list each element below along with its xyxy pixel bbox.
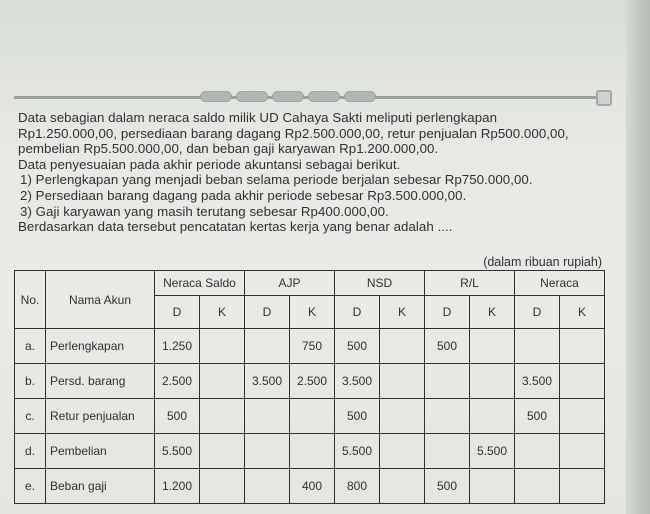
cell-value: [245, 469, 290, 504]
header-neraca: Neraca: [515, 271, 605, 296]
header-trial-balance: Neraca Saldo: [155, 271, 245, 296]
cell-value: [470, 329, 515, 364]
header-debit: D: [425, 296, 470, 329]
cell-value: 3.500: [515, 364, 560, 399]
header-credit: K: [470, 296, 515, 329]
header-row-groups: [15, 271, 605, 296]
cell-value: 2.500: [155, 364, 200, 399]
cell-value: [245, 399, 290, 434]
header-debit: D: [335, 296, 380, 329]
header-credit: K: [200, 296, 245, 329]
cell-value: [560, 469, 605, 504]
cell-value: [425, 434, 470, 469]
cell-value: 5.500: [335, 434, 380, 469]
cell-value: [425, 364, 470, 399]
ornament-segment: [236, 91, 268, 102]
cell-value: 5.500: [155, 434, 200, 469]
cell-value: 1.250: [155, 329, 200, 364]
cell-value: [560, 329, 605, 364]
cell-value: [560, 364, 605, 399]
ornament-segment: [200, 91, 232, 102]
account-name: Persd. barang: [46, 364, 155, 399]
unit-note: (dalam ribuan rupiah): [483, 255, 602, 269]
ornament-segment: [344, 91, 376, 102]
cell-value: [290, 434, 335, 469]
header-no: No.: [15, 271, 46, 329]
cell-value: 500: [335, 399, 380, 434]
cell-value: 500: [425, 329, 470, 364]
cell-value: 400: [290, 469, 335, 504]
row-no: a.: [15, 329, 46, 364]
cell-value: 750: [290, 329, 335, 364]
cell-value: 1.200: [155, 469, 200, 504]
paragraph-line: Data sebagian dalam neraca saldo milik UD Cahaya Sakti meliputi perlengkapan: [18, 110, 498, 125]
table-row: [15, 399, 605, 434]
cell-value: 500: [155, 399, 200, 434]
cell-value: 3.500: [245, 364, 290, 399]
cell-value: [515, 469, 560, 504]
cell-value: 2.500: [290, 364, 335, 399]
cell-value: 500: [425, 469, 470, 504]
cell-value: [200, 364, 245, 399]
row-no: d.: [15, 434, 46, 469]
table-row: [15, 469, 605, 504]
account-name: Beban gaji: [46, 469, 155, 504]
adjustment-item-1: 1) Perlengkapan yang menjadi beban selama periode berjalan sebesar Rp750.000,00.: [20, 172, 533, 188]
ornament-segment: [272, 91, 304, 102]
cell-value: [380, 434, 425, 469]
cell-value: [200, 329, 245, 364]
cell-value: [200, 399, 245, 434]
header-ornament: [200, 89, 376, 103]
question-text: [18, 110, 608, 235]
cell-value: 3.500: [335, 364, 380, 399]
cell-value: [515, 329, 560, 364]
paragraph-line: Data penyesuaian pada akhir periode akuntansi sebagai berikut.: [18, 156, 401, 172]
table-row: [15, 434, 605, 469]
cell-value: 5.500: [470, 434, 515, 469]
paragraph-line: pembelian Rp5.500.000,00, dan beban gaji karyawan Rp1.200.000,00.: [18, 141, 439, 157]
adjustment-item-3: 3) Gaji karyawan yang masih terutang sebesar Rp400.000,00.: [20, 203, 389, 219]
worksheet-table: [14, 270, 605, 504]
account-name: Pembelian: [46, 434, 155, 469]
cell-value: [200, 434, 245, 469]
header-account-name: Nama Akun: [46, 271, 155, 329]
cell-value: [425, 399, 470, 434]
row-no: c.: [15, 399, 46, 434]
cell-value: [245, 434, 290, 469]
cell-value: 800: [335, 469, 380, 504]
header-credit: K: [560, 296, 605, 329]
table-row: [15, 329, 605, 364]
row-no: b.: [15, 364, 46, 399]
ornament-segment: [308, 91, 340, 102]
cell-value: [470, 399, 515, 434]
page-edge-shadow: [626, 0, 650, 514]
row-no: e.: [15, 469, 46, 504]
cell-value: [380, 399, 425, 434]
header-debit: D: [245, 296, 290, 329]
cell-value: [245, 329, 290, 364]
corner-ornament: [596, 90, 612, 106]
account-name: Perlengkapan: [46, 329, 155, 364]
cell-value: [470, 364, 515, 399]
cell-value: [380, 469, 425, 504]
cell-value: [380, 329, 425, 364]
header-credit: K: [290, 296, 335, 329]
header-credit: K: [380, 296, 425, 329]
adjustment-item-2: 2) Persediaan barang dagang pada akhir periode sebesar Rp3.500.000,00.: [20, 187, 467, 203]
cell-value: [560, 434, 605, 469]
cell-value: [290, 399, 335, 434]
header-nsd: NSD: [335, 271, 425, 296]
header-ajp: AJP: [245, 271, 335, 296]
header-debit: D: [515, 296, 560, 329]
table-row: [15, 364, 605, 399]
cell-value: [200, 469, 245, 504]
cell-value: [380, 364, 425, 399]
cell-value: [560, 399, 605, 434]
header-rl: R/L: [425, 271, 515, 296]
cell-value: [470, 469, 515, 504]
header-debit: D: [155, 296, 200, 329]
account-name: Retur penjualan: [46, 399, 155, 434]
cell-value: 500: [335, 329, 380, 364]
cell-value: [515, 434, 560, 469]
question-prompt: Berdasarkan data tersebut pencatatan kertas kerja yang benar adalah ....: [18, 219, 453, 235]
cell-value: 500: [515, 399, 560, 434]
paragraph-line: Rp1.250.000,00, persediaan barang dagang Rp2.500.000,00, retur penjualan Rp500.000,00,: [18, 125, 569, 141]
